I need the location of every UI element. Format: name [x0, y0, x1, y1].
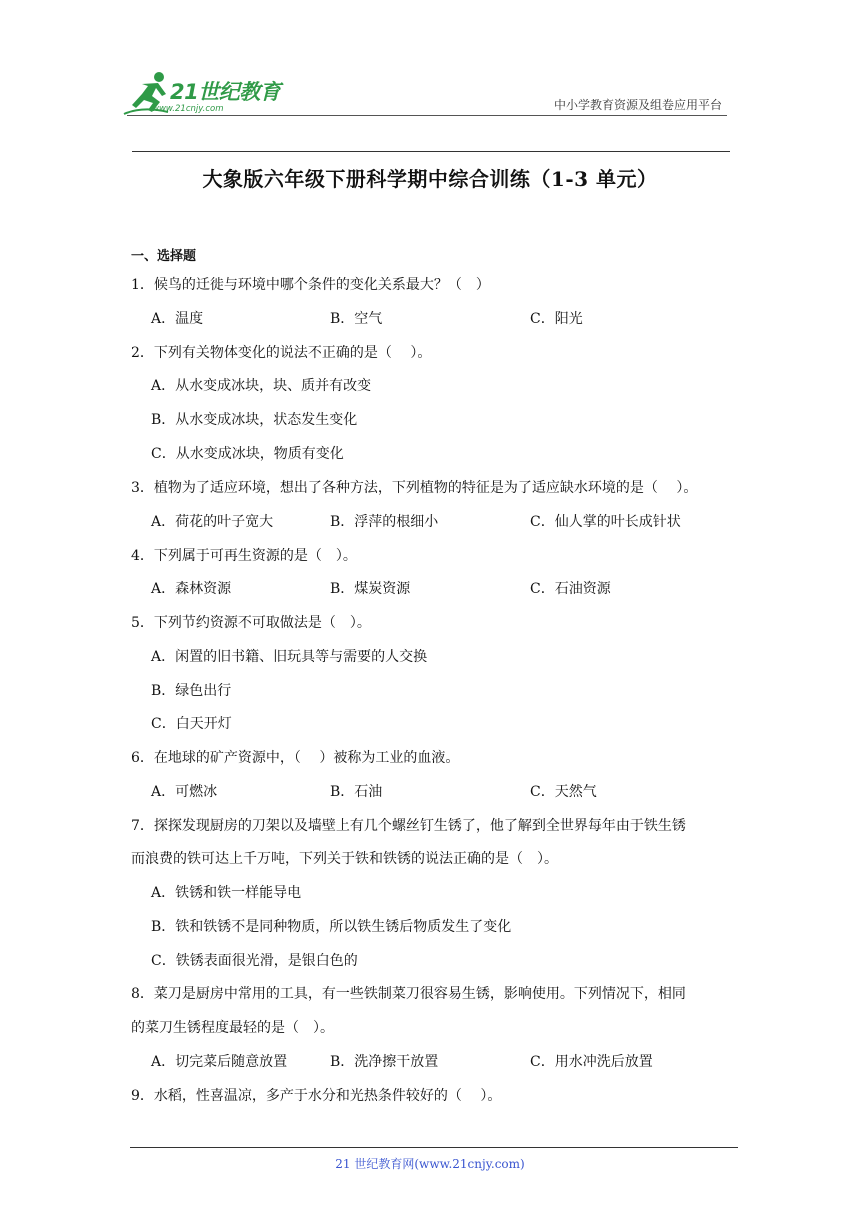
option-a: A．闲置的旧书籍、旧玩具等与需要的人交换	[151, 649, 428, 665]
option-b: B．从水变成冰块，状态发生变化	[151, 412, 358, 428]
page-title: 大象版六年级下册科学期中综合训练（1-3 单元）	[202, 167, 658, 191]
logo-text: 21世纪教育	[170, 80, 281, 104]
option-a: A．可燃冰	[151, 784, 218, 800]
option-c: C．白天开灯	[151, 716, 232, 732]
option-b: B．铁和铁锈不是同种物质，所以铁生锈后物质发生了变化	[151, 919, 512, 935]
option-a: A．从水变成冰块，块、质并有改变	[151, 378, 372, 394]
option-b: B．煤炭资源	[330, 581, 411, 597]
option-c: C．阳光	[530, 311, 583, 327]
question-8-line-2: 的菜刀生锈程度最轻的是（ ）。	[131, 1020, 334, 1036]
option-b: B．绿色出行	[151, 683, 232, 699]
question-8: 8．菜刀是厨房中常用的工具，有一些铁制菜刀很容易生锈，影响使用。下列情况下，相同	[131, 986, 686, 1002]
footer-link[interactable]: 21 世纪教育网(www.21cnjy.com)	[335, 1157, 525, 1171]
title-divider	[132, 151, 730, 152]
question-3: 3．植物为了适应环境，想出了各种方法，下列植物的特征是为了适应缺水环境的是（ ）。	[131, 480, 698, 496]
option-b: B．洗净擦干放置	[330, 1054, 439, 1070]
option-a: A．温度	[151, 311, 204, 327]
section-heading: 一、选择题	[131, 249, 197, 264]
option-a: A．铁锈和铁一样能导电	[151, 885, 302, 901]
question-1: 1．候鸟的迁徙与环境中哪个条件的变化关系最大？（ ）	[131, 277, 490, 293]
question-6: 6．在地球的矿产资源中，（ ）被称为工业的血液。	[131, 750, 460, 766]
option-c: C．铁锈表面很光滑，是银白色的	[151, 953, 358, 969]
question-4: 4．下列属于可再生资源的是（ ）。	[131, 548, 357, 564]
option-c: C．仙人掌的叶长成针状	[530, 514, 681, 530]
option-b: B．空气	[330, 311, 383, 327]
platform-caption: 中小学教育资源及组卷应用平台	[553, 98, 722, 112]
option-c: C．用水冲洗后放置	[530, 1054, 653, 1070]
option-c: C．天然气	[530, 784, 597, 800]
option-a: A．森林资源	[151, 581, 232, 597]
option-a: A．荷花的叶子宽大	[151, 514, 274, 530]
question-7-line-2: 而浪费的铁可达上千万吨，下列关于铁和铁锈的说法正确的是（ ）。	[131, 851, 558, 867]
question-2: 2．下列有关物体变化的说法不正确的是（ ）。	[131, 345, 432, 361]
option-b: B．石油	[330, 784, 383, 800]
footer-divider	[130, 1147, 738, 1148]
option-c: C．石油资源	[530, 581, 611, 597]
header-divider	[127, 115, 727, 116]
site-logo	[122, 70, 292, 120]
option-b: B．浮萍的根细小	[330, 514, 439, 530]
question-5: 5．下列节约资源不可取做法是（ ）。	[131, 615, 371, 631]
option-c: C．从水变成冰块，物质有变化	[151, 446, 344, 462]
option-a: A．切完菜后随意放置	[151, 1054, 288, 1070]
logo-url: www.21cnjy.com	[152, 104, 224, 114]
question-9: 9．水稻，性喜温凉，多产于水分和光热条件较好的（ ）。	[131, 1088, 502, 1104]
question-7: 7．探探发现厨房的刀架以及墙壁上有几个螺丝钉生锈了，他了解到全世界每年由于铁生锈	[131, 818, 686, 834]
